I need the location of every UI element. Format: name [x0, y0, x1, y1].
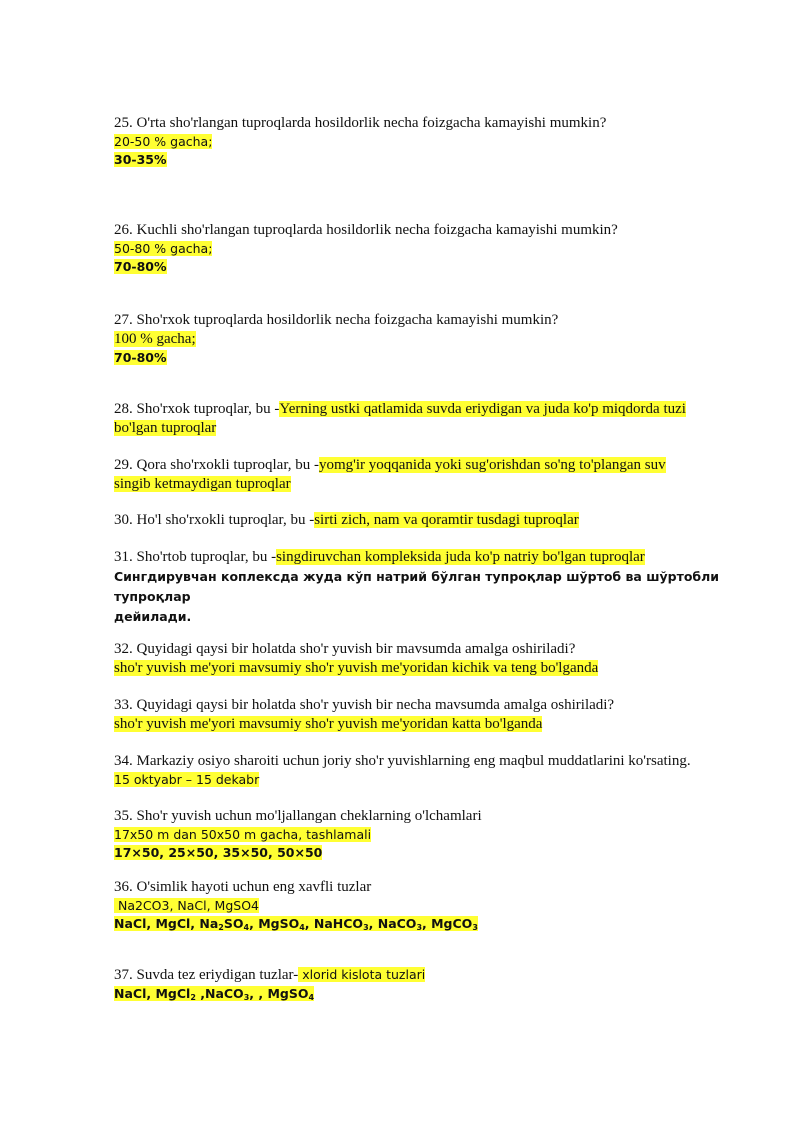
question-26-text: 26. Kuchli sho'rlangan tuproqlarda hosildorlik necha foizgacha kamayishi mumkin?	[114, 222, 618, 238]
question-31-answer: singdiruvchan kompleksida juda ko'p natriy bo'lgan tuproqlar	[276, 549, 645, 565]
question-29-answer-line-2: singib ketmaydigan tuproqlar	[114, 476, 291, 492]
question-32	[114, 640, 754, 678]
question-34-text: 34. Markaziy osiyo sharoiti uchun joriy sho'r yuvishlarning eng maqbul muddatlarini ko'rsating.	[114, 753, 691, 769]
question-37-answer-2: NaCl, MgCl$_2$ ,NaCO$_3$, , MgSO$_4$	[114, 986, 315, 1002]
question-37-text: 37. Suvda tez eriydigan tuzlar-	[114, 967, 299, 983]
question-35-answer-1: 17x50 m dan 50x50 m gacha, tashlamali	[114, 827, 372, 842]
question-36-answer-2: NaCl, MgCl, $Na_2SO_4$, MgSO$_4$, NaHCO$_3$, NaCO$_3$, MgCO$_3$	[114, 916, 478, 932]
question-36	[114, 878, 754, 933]
question-28-answer-line-1: Yerning ustki qatlamida suvda eriydigan va juda ko'p miqdorda tuzi	[279, 401, 686, 417]
question-33-answer: sho'r yuvish me'yori mavsumiy sho'r yuvish me'yoridan katta bo'lganda	[114, 716, 543, 732]
question-30-answer: sirti zich, nam va qoramtir tusdagi tuproqlar	[314, 512, 579, 528]
question-28-answer-line-2: bo'lgan tuproqlar	[114, 420, 217, 436]
question-36-text: 36. O'simlik hayoti uchun eng xavfli tuzlar	[114, 879, 372, 895]
question-25-answer-2: 30-35%	[114, 152, 167, 167]
question-25-text: 25. O'rta sho'rlangan tuproqlarda hosildorlik necha foizgacha kamayishi mumkin?	[114, 115, 607, 131]
question-34-answer: 15 oktyabr – 15 dekabr	[114, 772, 260, 787]
question-27-text: 27. Sho'rxok tuproqlarda hosildorlik necha foizgacha kamayishi mumkin?	[114, 312, 559, 328]
question-36-answer-1: Na2CO3, NaCl, MgSO4	[114, 898, 260, 913]
question-35	[114, 807, 754, 862]
question-32-answer: sho'r yuvish me'yori mavsumiy sho'r yuvish me'yoridan kichik va teng bo'lganda	[114, 660, 599, 676]
question-33	[114, 696, 754, 734]
question-25-answer-1: 20-50 % gacha;	[114, 134, 213, 149]
question-31-note-line-2: дейилади.	[114, 609, 192, 624]
question-35-answer-2: 17×50, 25×50, 35×50, 50×50	[114, 845, 323, 860]
question-30-text: 30. Ho'l sho'rxokli tuproqlar, bu -	[114, 512, 315, 528]
question-37	[114, 966, 754, 1003]
question-26-answer-2: 70-80%	[114, 259, 167, 274]
question-34	[114, 752, 754, 789]
question-33-text: 33. Quyidagi qaysi bir holatda sho'r yuvish bir necha mavsumda amalga oshiriladi?	[114, 697, 615, 713]
question-29-text: 29. Qora sho'rxokli tuproqlar, bu -	[114, 457, 319, 473]
question-31-note-line-1: Сингдирувчан коплексда жуда кўп натрий бўлган тупроқлар шўртоб ва шўртобли тупроқлар	[114, 569, 720, 604]
question-28	[114, 400, 754, 438]
question-25	[114, 114, 754, 169]
question-27	[114, 311, 754, 367]
question-31	[114, 548, 754, 627]
question-28-text: 28. Sho'rxok tuproqlar, bu -	[114, 401, 280, 417]
question-32-text: 32. Quyidagi qaysi bir holatda sho'r yuvish bir mavsumda amalga oshiriladi?	[114, 641, 576, 657]
question-30	[114, 511, 754, 530]
question-27-answer-1: 100 % gacha;	[114, 331, 196, 347]
question-37-answer: xlorid kislota tuzlari	[298, 967, 426, 982]
question-29-answer-line-1: yomg'ir yoqqanida yoki sug'orishdan so'ng to'plangan suv	[318, 457, 666, 473]
question-26-answer-1: 50-80 % gacha;	[114, 241, 213, 256]
question-27-answer-2: 70-80%	[114, 350, 167, 365]
question-26	[114, 221, 754, 276]
question-31-text: 31. Sho'rtob tuproqlar, bu -	[114, 549, 277, 565]
question-29	[114, 456, 754, 494]
question-35-text: 35. Sho'r yuvish uchun mo'ljallangan cheklarning o'lchamlari	[114, 808, 482, 824]
